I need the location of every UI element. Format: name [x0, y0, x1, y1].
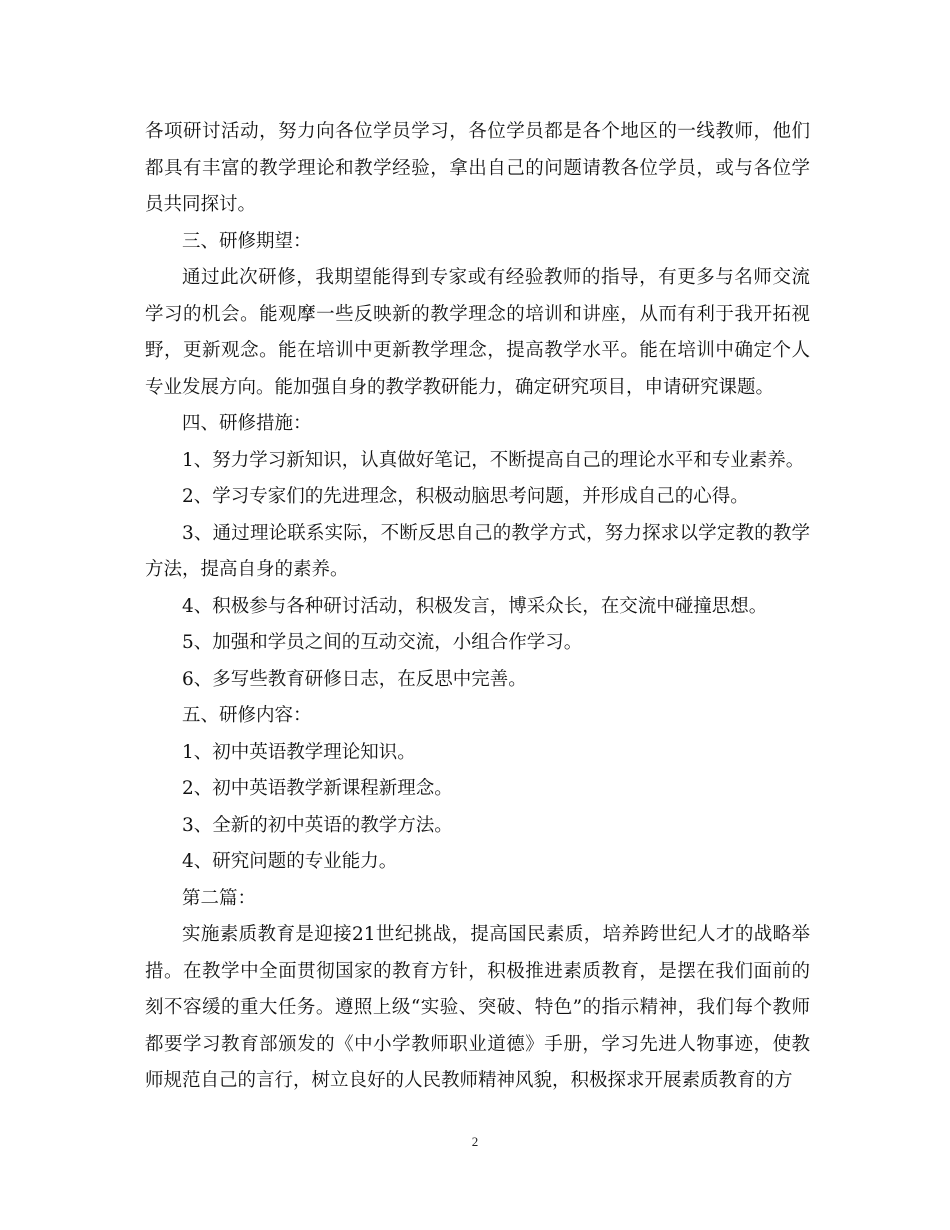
list-item-measure-3: 3、通过理论联系实际，不断反思自己的教学方式，努力探求以学定教的教学方法，提高自身的素养。 [145, 522, 810, 580]
list-item-content-1: 1、初中英语教学理论知识。 [182, 741, 416, 763]
section-heading-content: 五、研修内容： [182, 705, 312, 726]
list-item-content-3: 3、全新的初中英语的教学方法。 [182, 814, 453, 836]
list-item-measure-4: 4、积极参与各种研讨活动，积极发言，博采众长，在交流中碰撞思想。 [182, 595, 768, 617]
list-item-content-4: 4、研究问题的专业能力。 [182, 851, 398, 872]
list-item-content-2: 2、初中英语教学新课程新理念。 [182, 778, 453, 799]
paragraph-expectations: 通过此次研修，我期望能得到专家或有经验教师的指导，有更多与名师交流学习的机会。能观摩一些反映新的教学理念的培训和讲座，从而有利于我开拓视野，更新观念。能在培训中更新教学理念，提高教学水平。能在培训中确定个人专业发展方向。能加强自身的教学教研能力，确定研究项目，申请研究课题。 [145, 267, 810, 398]
list-item-measure-2: 2、学习专家们的先进理念，积极动脑思考问题，并形成自己的心得。 [182, 486, 749, 507]
section-heading-part-two: 第二篇： [182, 887, 257, 909]
list-item-measure-1: 1、努力学习新知识，认真做好笔记，不断提高自己的理论水平和专业素养。 [182, 449, 805, 471]
section-heading-expectations: 三、研修期望： [182, 230, 312, 252]
list-item-measure-5: 5、加强和学员之间的互动交流，小组合作学习。 [182, 632, 583, 653]
page-number: 2 [471, 1134, 479, 1149]
paragraph-part-two: 实施素质教育是迎接21世纪挑战，提高国民素质，培养跨世纪人才的战略举措。在教学中全面贯彻国家的教育方针，积极推进素质教育，是摆在我们面前的刻不容缓的重大任务。遵照上级“实验、突破、特色”的指示精神，我们每个教师都要学习教育部颁发的《中小学教师职业道德》手册，学习先进人物事迹，使教师规范自己的言行，树立良好的人民教师精神风貌，积极探求开展素质教育的方 [145, 924, 810, 1091]
document-body [145, 114, 810, 1100]
list-item-measure-6: 6、多写些教育研修日志，在反思中完善。 [182, 668, 527, 690]
section-heading-measures: 四、研修措施： [182, 413, 312, 434]
paragraph-continuation: 各项研讨活动，努力向各位学员学习，各位学员都是各个地区的一线教师，他们都具有丰富的教学理论和教学经验，拿出自己的问题请教各位学员，或与各位学员共同探讨。 [145, 121, 810, 215]
